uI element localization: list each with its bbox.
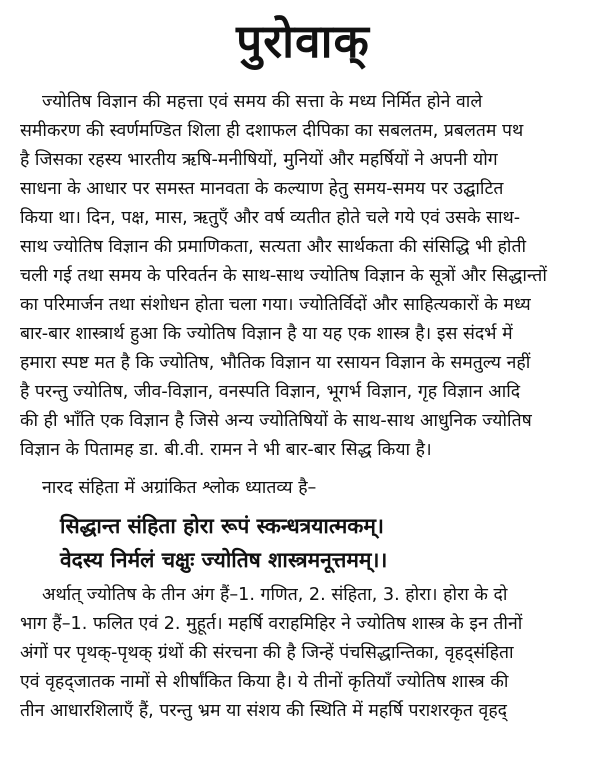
text-line: है परन्तु ज्योतिष, जीव-विज्ञान, वनस्पति विज्ञान, भूगर्भ विज्ञान, गृह विज्ञान आदि xyxy=(20,382,521,402)
text-line: तीन आधारशिलाएँ हैं, परन्तु भ्रम या संशय की स्थिति में महर्षि पराशरकृत वृहद् xyxy=(20,701,508,721)
text-line: एवं वृहद्जातक नामों से शीर्षांकित किया है। ये तीनों कृतियाँ ज्योतिष शास्त्र की xyxy=(20,672,509,692)
text-line: का परिमार्जन तथा संशोधन होता चला गया। ज्योतिर्विदों और साहित्यकारों के मध्य xyxy=(20,295,531,315)
text-line: अर्थात् ज्योतिष के तीन अंग हैं–1. गणित, 2. संहिता, 3. होरा। होरा के दो xyxy=(42,585,508,605)
shloka-verse xyxy=(20,509,586,577)
shloka-line: सिद्धान्त संहिता होरा रूपं स्कन्धत्रयात्मकम्। xyxy=(60,514,384,538)
text-line: साधना के आधार पर समस्त मानवता के कल्याण हेतु समय-समय पर उद्घाटित xyxy=(20,179,504,199)
text-line: अंगों पर पृथक्-पृथक् ग्रंथों की संरचना की है जिन्हें पंचसिद्धान्तिका, वृहद्संहिता xyxy=(20,643,514,663)
text-line: साथ ज्योतिष विज्ञान की प्रमाणिकता, सत्यता और सार्थकता की संसिद्धि भी होती xyxy=(20,237,527,257)
text-line: है जिसका रहस्य भारतीय ऋषि-मनीषियों, मुनियों और महर्षियों ने अपनी योग xyxy=(20,150,498,170)
text-line: समीकरण की स्वर्णमण्डित शिला ही दशाफल दीपिका का सबलतम, प्रबलतम पथ xyxy=(20,121,524,141)
text-line: हमारा स्पष्ट मत है कि ज्योतिष, भौतिक विज्ञान या रसायन विज्ञान के समतुल्य नहीं xyxy=(20,353,531,373)
paragraph-2 xyxy=(20,581,586,726)
shloka-line: वेदस्य निर्मलं चक्षुः ज्योतिष शास्त्रमनूत्तमम्।। xyxy=(60,548,388,572)
text-line: की ही भाँति एक विज्ञान है जिसे अन्य ज्योतिषियों के साथ-साथ आधुनिक ज्योतिष xyxy=(20,411,532,431)
text-line: बार-बार शास्त्रार्थ हुआ कि ज्योतिष विज्ञान है या यह एक शास्त्र है। इस संदर्भ में xyxy=(20,324,513,344)
text-line: चली गई तथा समय के परिवर्तन के साथ-साथ ज्योतिष विज्ञान के सूत्रों और सिद्धान्तों xyxy=(20,266,547,286)
text-line: किया था। दिन, पक्ष, मास, ऋतुएँ और वर्ष व्यतीत होते चले गये एवं उसके साथ- xyxy=(20,208,521,228)
paragraph-1 xyxy=(20,88,586,465)
text-line: भाग हैं–1. फलित एवं 2. मुहूर्त। महर्षि वराहमिहिर ने ज्योतिष शास्त्र के इन तीनों xyxy=(20,614,523,634)
intro-line: नारद संहिता में अग्रांकित श्लोक ध्यातव्य है– xyxy=(42,478,317,498)
page-title: पुरोवाक् xyxy=(236,14,370,68)
text-line: ज्योतिष विज्ञान की महत्ता एवं समय की सत्ता के मध्य निर्मित होने वाले xyxy=(42,92,483,112)
text-line: विज्ञान के पितामह डा. बी.वी. रामन ने भी बार-बार सिद्ध किया है। xyxy=(20,440,432,460)
